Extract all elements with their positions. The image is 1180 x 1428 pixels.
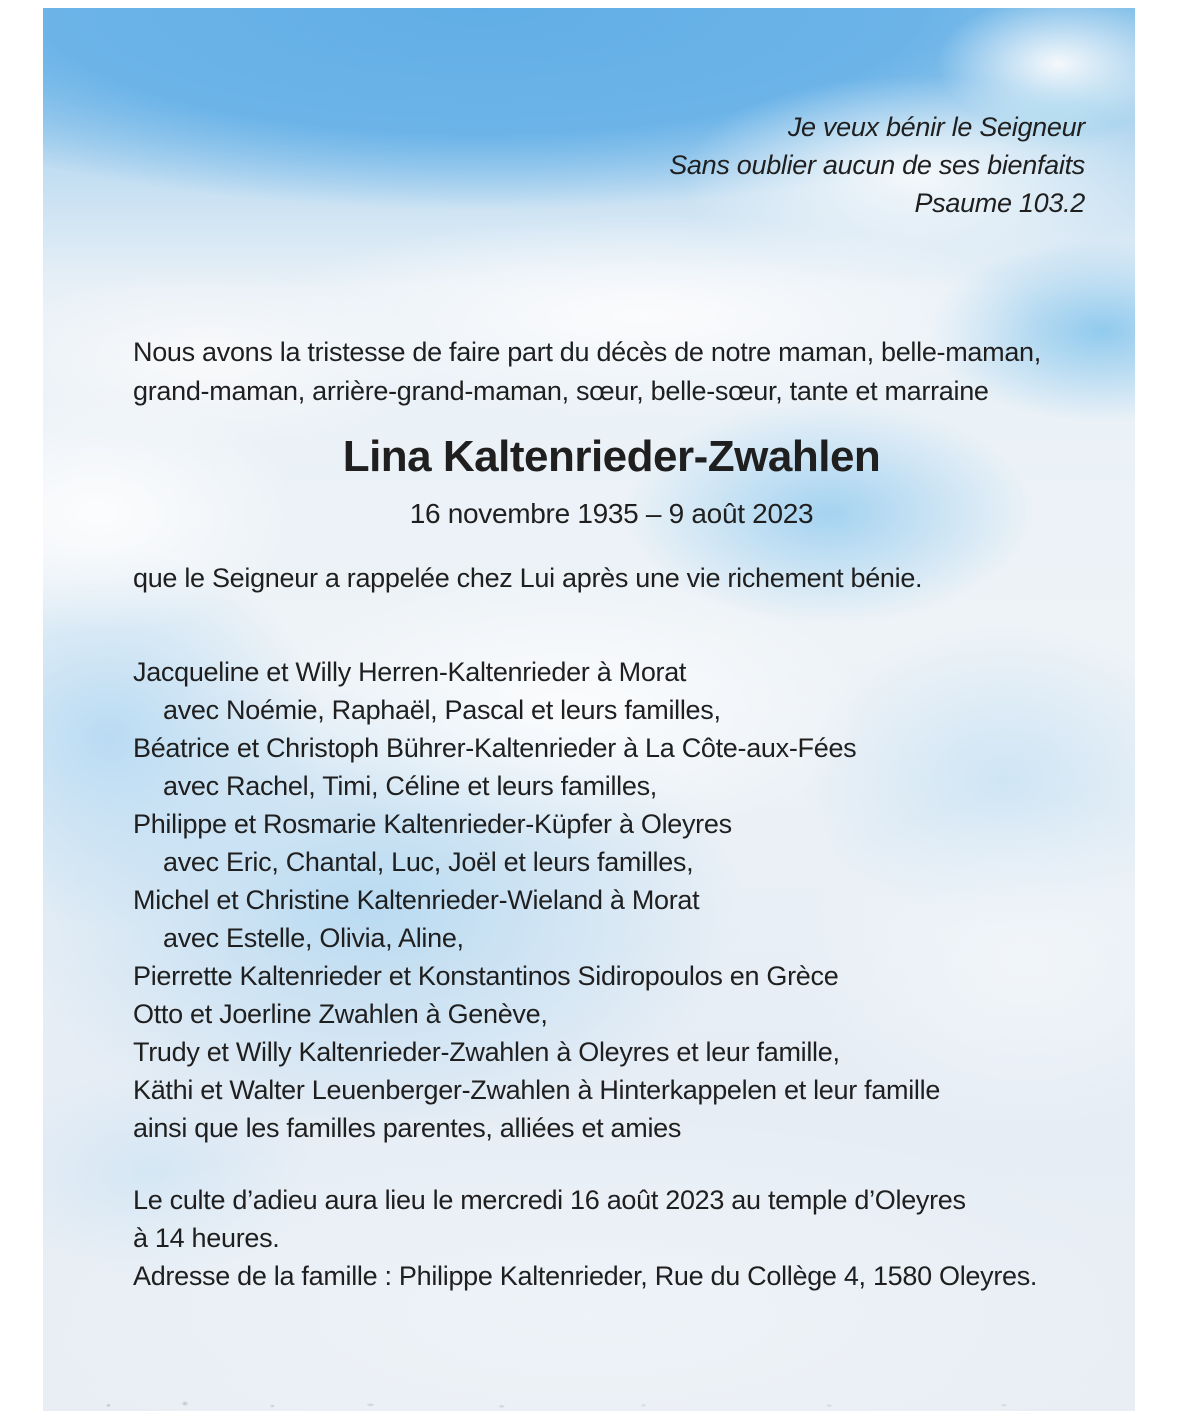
family-line: Otto et Joerline Zwahlen à Genève, bbox=[133, 999, 548, 1029]
sky-clouds-background bbox=[43, 8, 1135, 1411]
deceased-name: Lina Kaltenrieder-Zwahlen bbox=[342, 432, 881, 481]
family-line: Käthi et Walter Leuenberger-Zwahlen à Hinterkappelen et leur famille bbox=[133, 1075, 941, 1105]
family-line: avec Eric, Chantal, Luc, Joël et leurs familles, bbox=[163, 847, 694, 877]
announcement-line-1: Nous avons la tristesse de faire part du décès de notre maman, belle-maman, bbox=[133, 337, 1041, 367]
tribute-line: que le Seigneur a rappelée chez Lui après une vie richement bénie. bbox=[133, 563, 923, 593]
family-line: Pierrette Kaltenrieder et Konstantinos Sidiropoulos en Grèce bbox=[133, 961, 839, 991]
epigraph bbox=[669, 108, 1085, 222]
family-line: avec Noémie, Raphaël, Pascal et leurs familles, bbox=[163, 695, 721, 725]
family-line: avec Estelle, Olivia, Aline, bbox=[163, 923, 464, 953]
family-line: Jacqueline et Willy Herren-Kaltenrieder à Morat bbox=[133, 657, 687, 687]
family-line: Trudy et Willy Kaltenrieder-Zwahlen à Oleyres et leur famille, bbox=[133, 1037, 840, 1067]
family-line: Philippe et Rosmarie Kaltenrieder-Küpfer à Oleyres bbox=[133, 809, 732, 839]
epigraph-attribution: Psaume 103.2 bbox=[914, 188, 1085, 218]
distant-treeline-texture bbox=[43, 1397, 1135, 1409]
life-dates: 16 novembre 1935 – 9 août 2023 bbox=[409, 498, 814, 529]
family-line: Michel et Christine Kaltenrieder-Wieland à Morat bbox=[133, 885, 700, 915]
epigraph-line-1: Je veux bénir le Seigneur bbox=[787, 112, 1085, 142]
ceremony-line-1: Le culte d’adieu aura lieu le mercredi 16 août 2023 au temple d’Oleyres bbox=[133, 1185, 966, 1215]
family-line: Béatrice et Christoph Bührer-Kaltenrieder à La Côte-aux-Fées bbox=[133, 733, 857, 763]
family-line: ainsi que les familles parentes, alliées et amies bbox=[133, 1113, 682, 1143]
announcement-line-2: grand-maman, arrière-grand-maman, sœur, belle-sœur, tante et marraine bbox=[133, 376, 989, 406]
epigraph-line-2: Sans oublier aucun de ses bienfaits bbox=[669, 150, 1085, 180]
ceremony-line-3: Adresse de la famille : Philippe Kaltenrieder, Rue du Collège 4, 1580 Oleyres. bbox=[133, 1261, 1038, 1291]
family-list bbox=[133, 653, 940, 1147]
ceremony-line-2: à 14 heures. bbox=[133, 1223, 280, 1253]
family-line: avec Rachel, Timi, Céline et leurs familles, bbox=[163, 771, 657, 801]
announcement-paragraph bbox=[133, 333, 1041, 411]
ceremony-details bbox=[133, 1181, 1037, 1295]
